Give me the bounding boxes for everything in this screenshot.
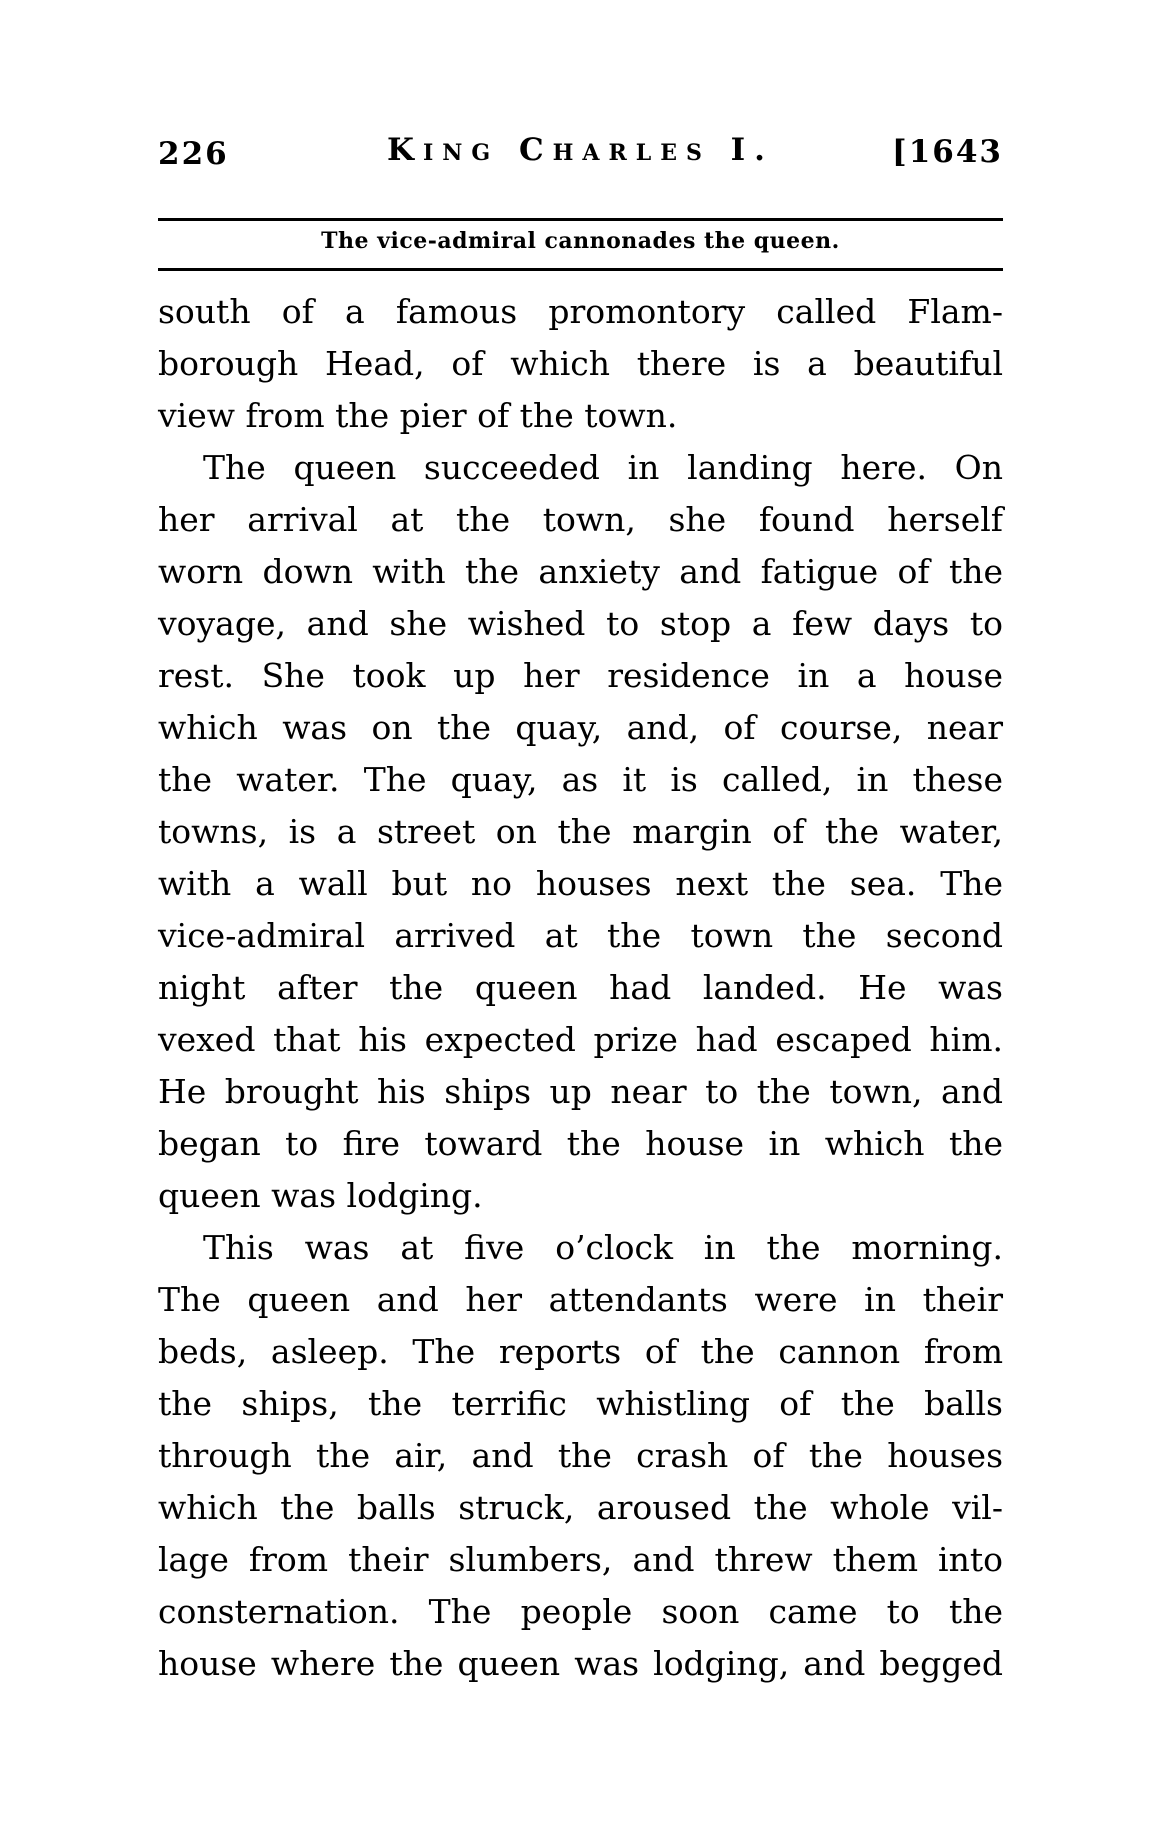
text-line: with a wall but no houses next the sea. The <box>158 864 1003 903</box>
text-line: view from the pier of the town. <box>158 396 678 435</box>
text-line: towns, is a street on the margin of the water, <box>158 812 1003 851</box>
text-line: lage from their slumbers, and threw them into <box>158 1540 1003 1579</box>
text-line: began to fire toward the house in which the <box>158 1124 1003 1163</box>
text-line: house where the queen was lodging, and begged <box>158 1644 1003 1683</box>
page-number: 226 <box>158 136 229 172</box>
text-line: consternation. The people soon came to the <box>158 1592 1003 1631</box>
text-line: her arrival at the town, she found herself <box>158 500 1003 539</box>
text-line: through the air, and the crash of the houses <box>158 1436 1003 1475</box>
year-marker: [1643 <box>892 134 1003 170</box>
text-line: which was on the quay, and, of course, near <box>158 708 1003 747</box>
text-line: This was at five o’clock in the morning. <box>203 1228 1003 1267</box>
text-line: which the balls struck, aroused the whole vil- <box>158 1488 1003 1527</box>
running-title: King Charles I. <box>387 132 774 168</box>
text-line: He brought his ships up near to the town, and <box>158 1072 1003 1111</box>
text-line: south of a famous promontory called Flam- <box>158 292 1003 331</box>
text-line: borough Head, of which there is a beautiful <box>158 344 1003 383</box>
text-line: vice-admiral arrived at the town the second <box>158 916 1003 955</box>
text-line: worn down with the anxiety and fatigue of the <box>158 552 1003 591</box>
text-line: the water. The quay, as it is called, in these <box>158 760 1003 799</box>
page-header <box>158 132 1003 188</box>
page-body <box>158 286 1003 1690</box>
header-rule-top <box>158 218 1003 221</box>
text-line: voyage, and she wished to stop a few days to <box>158 604 1003 643</box>
text-line: queen was lodging. <box>158 1176 483 1215</box>
chapter-subtitle: The vice-admiral cannonades the queen. <box>321 228 840 254</box>
text-line: night after the queen had landed. He was <box>158 968 1003 1007</box>
text-line: beds, asleep. The reports of the cannon from <box>158 1332 1003 1371</box>
text-line: The queen succeeded in landing here. On <box>203 448 1003 487</box>
text-line: The queen and her attendants were in their <box>158 1280 1003 1319</box>
header-rule-bottom <box>158 268 1003 271</box>
text-line: rest. She took up her residence in a house <box>158 656 1003 695</box>
text-line: vexed that his expected prize had escaped him. <box>158 1020 1003 1059</box>
text-line: the ships, the terrific whistling of the balls <box>158 1384 1003 1423</box>
